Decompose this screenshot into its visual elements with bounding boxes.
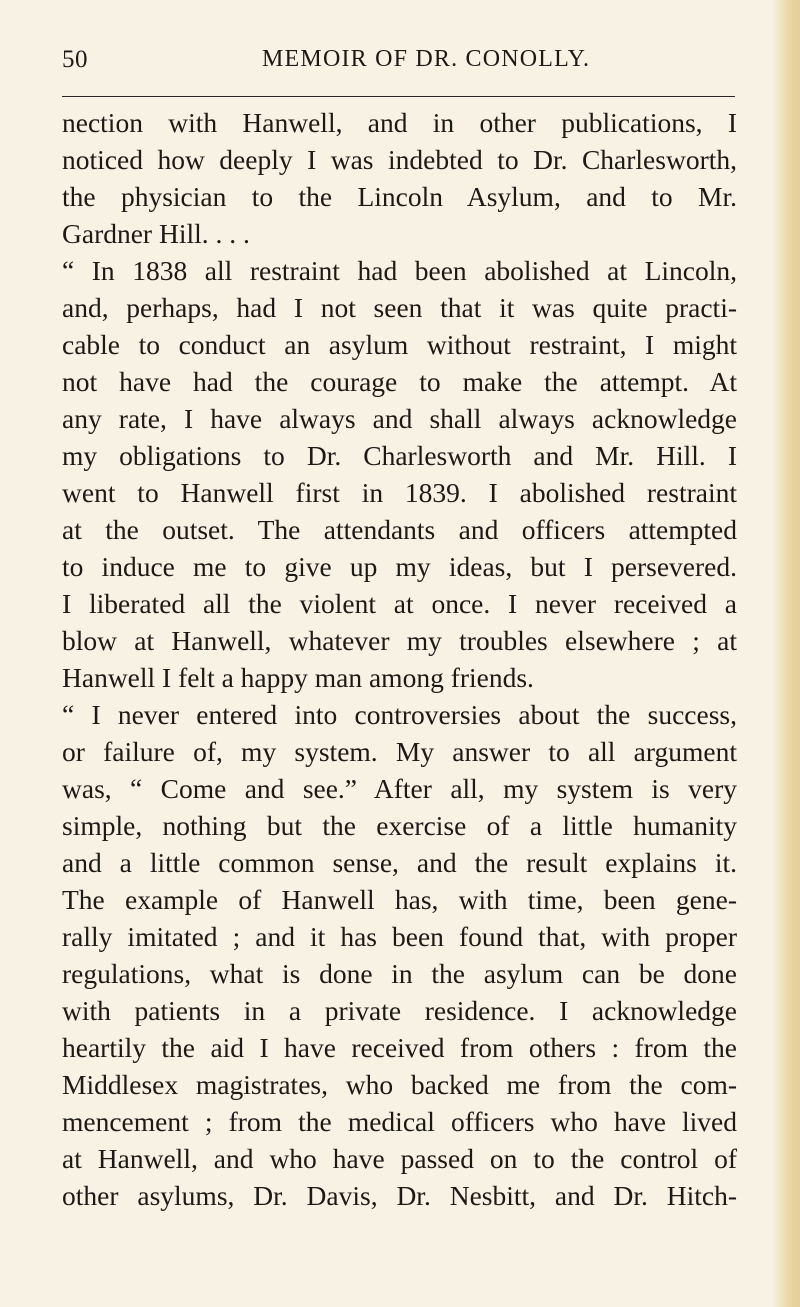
text-line: went to Hanwell first in 1839. I abolished restraint bbox=[62, 477, 737, 508]
text-line: “ In 1838 all restraint had been abolished at Lincoln, bbox=[62, 255, 737, 286]
text-line: not have had the courage to make the attempt. At bbox=[62, 366, 737, 397]
body-text bbox=[62, 104, 737, 1214]
text-line: cable to conduct an asylum without restraint, I might bbox=[62, 329, 737, 360]
text-line: to induce me to give up my ideas, but I persevered. bbox=[62, 551, 737, 582]
page-header bbox=[62, 46, 742, 86]
text-line: noticed how deeply I was indebted to Dr. Charlesworth, bbox=[62, 144, 737, 175]
text-line: Gardner Hill. . . . bbox=[62, 218, 250, 249]
text-line: with patients in a private residence. I acknowledge bbox=[62, 995, 737, 1026]
text-line: or failure of, my system. My answer to all argument bbox=[62, 736, 737, 767]
text-line: rally imitated ; and it has been found that, with proper bbox=[62, 921, 737, 952]
text-line: my obligations to Dr. Charlesworth and Mr. Hill. I bbox=[62, 440, 737, 471]
text-line: blow at Hanwell, whatever my troubles elsewhere ; at bbox=[62, 625, 737, 656]
text-line: I liberated all the violent at once. I never received a bbox=[62, 588, 737, 619]
text-line: nection with Hanwell, and in other publications, I bbox=[62, 107, 737, 138]
running-title: MEMOIR OF DR. CONOLLY. bbox=[262, 46, 591, 72]
text-line: was, “ Come and see.” After all, my system is very bbox=[62, 773, 737, 804]
text-line: and, perhaps, had I not seen that it was quite practi- bbox=[62, 292, 737, 323]
text-line: simple, nothing but the exercise of a little humanity bbox=[62, 810, 737, 841]
text-line: The example of Hanwell has, with time, been gene- bbox=[62, 884, 737, 915]
text-line: heartily the aid I have received from others : from the bbox=[62, 1032, 737, 1063]
text-line: other asylums, Dr. Davis, Dr. Nesbitt, and Dr. Hitch- bbox=[62, 1180, 737, 1211]
text-line: Hanwell I felt a happy man among friends. bbox=[62, 662, 534, 693]
text-line: regulations, what is done in the asylum can be done bbox=[62, 958, 737, 989]
text-line: Middlesex magistrates, who backed me from the com- bbox=[62, 1069, 737, 1100]
text-line: “ I never entered into controversies about the success, bbox=[62, 699, 737, 730]
header-rule bbox=[62, 96, 735, 97]
text-line: at the outset. The attendants and officers attempted bbox=[62, 514, 737, 545]
text-line: any rate, I have always and shall always acknowledge bbox=[62, 403, 737, 434]
page-number: 50 bbox=[62, 46, 88, 73]
text-line: mencement ; from the medical officers who have lived bbox=[62, 1106, 737, 1137]
page-edge-shading bbox=[772, 0, 800, 1307]
text-line: at Hanwell, and who have passed on to the control of bbox=[62, 1143, 737, 1174]
text-line: and a little common sense, and the result explains it. bbox=[62, 847, 737, 878]
text-line: the physician to the Lincoln Asylum, and to Mr. bbox=[62, 181, 737, 212]
